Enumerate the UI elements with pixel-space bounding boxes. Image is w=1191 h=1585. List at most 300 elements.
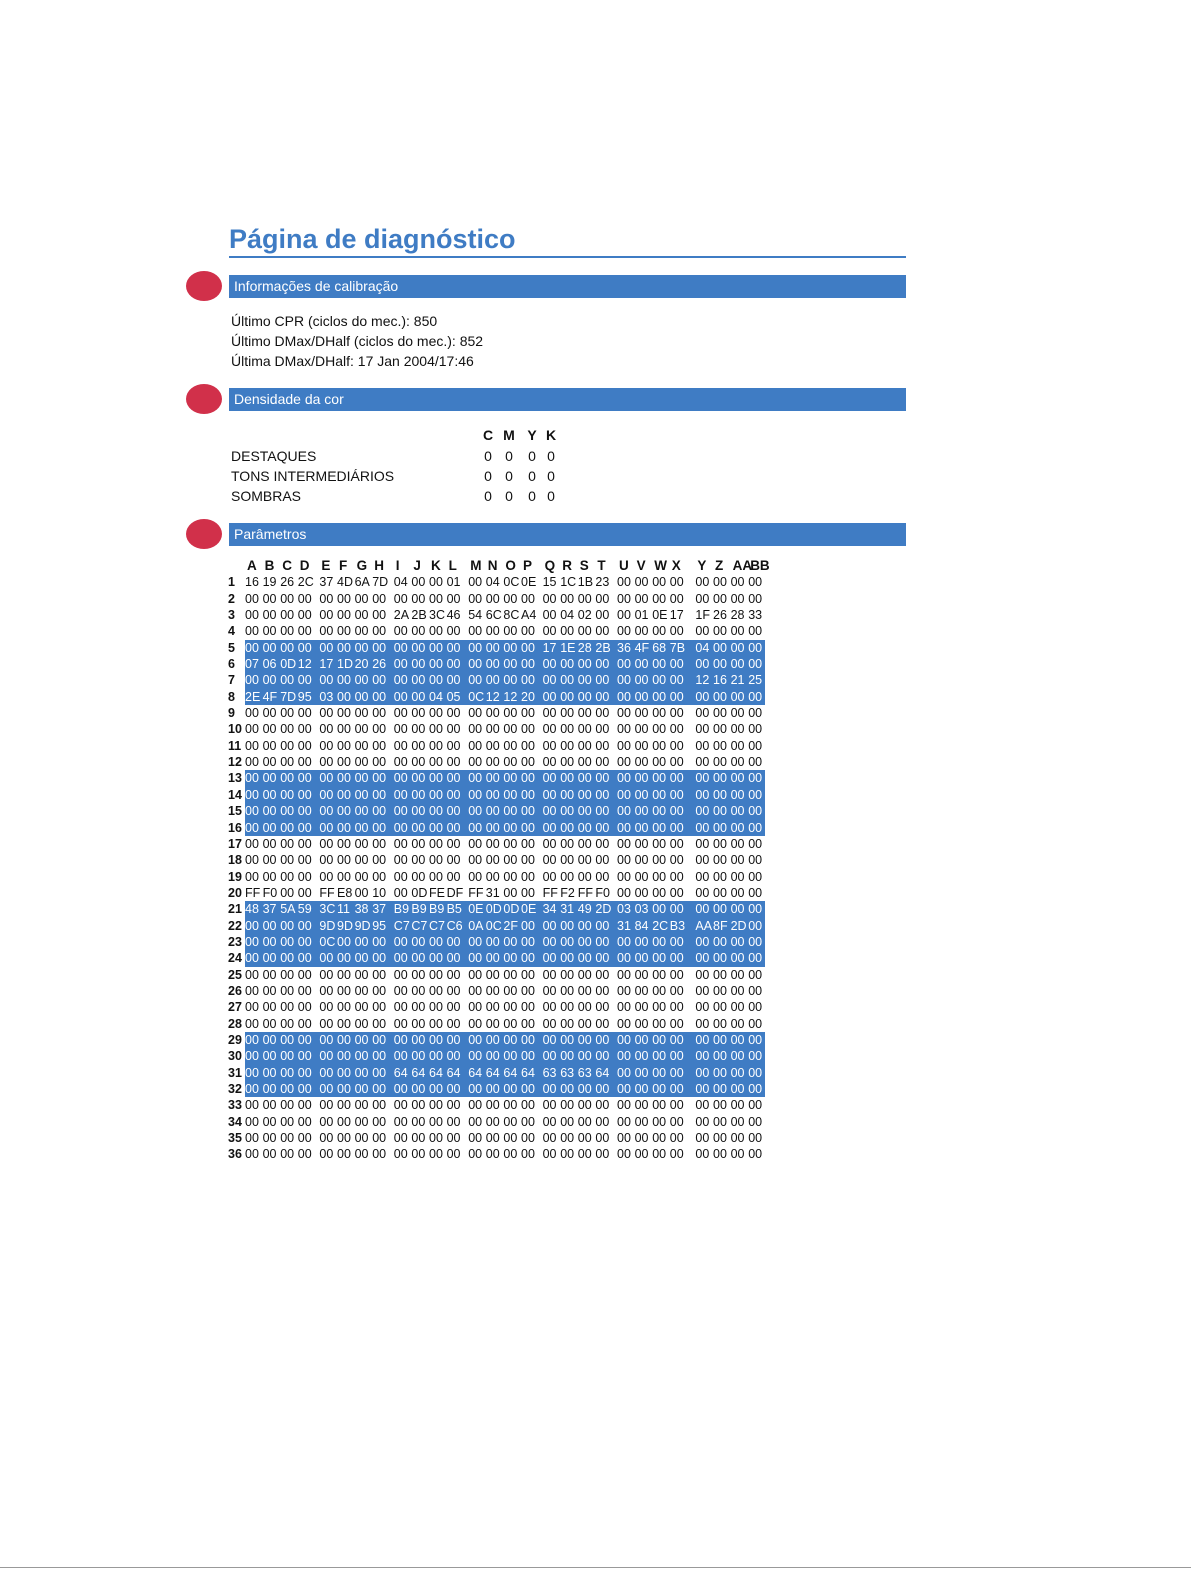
parameter-cell: 00 xyxy=(485,869,500,884)
parameter-cell: 00 xyxy=(393,755,408,770)
section-header-parameters: Parâmetros xyxy=(229,523,906,546)
parameter-cell: 00 xyxy=(503,640,518,655)
parameter-cell: 00 xyxy=(617,738,631,753)
parameter-cell: 00 xyxy=(577,755,592,770)
parameter-cell: 00 xyxy=(485,1016,500,1031)
parameter-cell: 00 xyxy=(411,836,426,851)
parameter-cell: 00 xyxy=(617,1082,631,1096)
parameter-cell: 00 xyxy=(577,689,592,704)
parameter-cell: 00 xyxy=(319,1016,334,1031)
parameter-cell: 00 xyxy=(652,885,667,900)
parameter-cells xyxy=(245,1032,765,1048)
parameter-cell: 00 xyxy=(411,738,426,753)
parameter-cell: 00 xyxy=(468,1131,483,1146)
parameter-cell: 00 xyxy=(617,983,631,998)
parameter-cell: 00 xyxy=(652,689,667,704)
parameter-cell: 00 xyxy=(730,738,745,753)
parameter-cell: 00 xyxy=(560,771,575,786)
callout-marker-2 xyxy=(186,384,222,414)
parameter-cell: 31 xyxy=(485,885,500,900)
parameter-cell: 00 xyxy=(485,983,500,998)
parameter-cell: 00 xyxy=(730,755,745,770)
parameter-cell: 00 xyxy=(468,591,483,606)
parameter-cell: 00 xyxy=(669,1147,684,1162)
parameter-cell: 31 xyxy=(617,918,631,933)
parameter-cell: 00 xyxy=(297,1065,312,1080)
parameter-cells xyxy=(245,901,765,917)
parameter-cell: 00 xyxy=(713,1082,727,1096)
column-header: R xyxy=(562,558,572,573)
parameter-cell: 00 xyxy=(713,1000,727,1015)
parameter-cell: 00 xyxy=(730,804,745,819)
parameter-cells xyxy=(245,983,765,999)
parameter-cell: 00 xyxy=(503,591,518,606)
parameter-cell: 00 xyxy=(280,591,295,606)
parameter-cell: 00 xyxy=(542,787,557,802)
parameter-cell: 00 xyxy=(503,934,518,949)
column-header: E xyxy=(321,558,331,573)
parameter-cell: 00 xyxy=(652,1131,667,1146)
parameter-cell: 00 xyxy=(669,1131,684,1146)
parameter-cell: 00 xyxy=(297,624,312,639)
parameter-row xyxy=(228,1114,768,1130)
parameter-cell: 00 xyxy=(542,657,557,672)
parameter-cell: 00 xyxy=(446,1131,461,1146)
parameter-cell: 00 xyxy=(617,1049,631,1064)
parameter-cell: 00 xyxy=(503,1032,518,1047)
parameter-cell: 00 xyxy=(503,1114,518,1129)
parameter-cell: 00 xyxy=(280,738,295,753)
parameter-cell: 95 xyxy=(297,689,312,704)
parameter-cell: 00 xyxy=(595,869,610,884)
column-header: M xyxy=(470,558,482,573)
parameter-cell: 00 xyxy=(411,689,426,704)
parameter-cell: 00 xyxy=(669,934,684,949)
parameter-cell: 00 xyxy=(713,902,727,917)
parameter-cell: 00 xyxy=(695,1114,710,1129)
parameter-cell: 00 xyxy=(730,1000,745,1015)
parameter-cell: 00 xyxy=(669,738,684,753)
parameter-cell: 00 xyxy=(337,722,351,737)
parameter-cell: 00 xyxy=(713,624,727,639)
parameter-cell: 00 xyxy=(503,869,518,884)
parameter-cell: 00 xyxy=(468,738,483,753)
parameter-cell: 00 xyxy=(337,1049,351,1064)
parameter-cell: 00 xyxy=(411,722,426,737)
parameter-cell: 00 xyxy=(429,575,443,590)
row-number: 5 xyxy=(228,640,235,655)
parameter-cell: DF xyxy=(446,885,464,900)
parameter-cell: 00 xyxy=(245,967,259,982)
column-header: G xyxy=(356,558,368,573)
row-number: 16 xyxy=(228,820,242,835)
parameter-cell: 00 xyxy=(560,1016,575,1031)
parameter-cell: 00 xyxy=(337,820,351,835)
row-number: 2 xyxy=(228,591,235,606)
column-header: AA xyxy=(732,558,753,573)
parameter-cell: 00 xyxy=(521,1032,535,1047)
parameter-cell: 00 xyxy=(337,771,351,786)
density-col-m: M xyxy=(503,427,515,443)
parameter-cells xyxy=(245,967,765,983)
parameter-cell: 00 xyxy=(748,1049,763,1064)
parameter-cell: 00 xyxy=(634,657,649,672)
parameter-cell: 3C xyxy=(319,902,336,917)
parameter-cell: 00 xyxy=(354,771,369,786)
parameter-cell: 00 xyxy=(280,1049,295,1064)
density-value: 0 xyxy=(547,488,555,504)
parameter-cell: 00 xyxy=(319,1147,334,1162)
parameter-cell: 64 xyxy=(393,1065,408,1080)
parameter-cell: 00 xyxy=(634,951,649,966)
parameter-cell: 00 xyxy=(446,771,461,786)
parameter-cell: 00 xyxy=(280,624,295,639)
parameter-cell: 00 xyxy=(617,657,631,672)
parameter-cell: 00 xyxy=(262,1131,277,1146)
parameter-cell: 00 xyxy=(669,706,684,721)
parameter-cell: 06 xyxy=(262,657,277,672)
parameter-cell: 00 xyxy=(595,608,610,623)
parameter-cell: 00 xyxy=(713,591,727,606)
row-number: 26 xyxy=(228,983,242,998)
parameter-cell: 00 xyxy=(468,787,483,802)
parameter-cell: 00 xyxy=(542,1032,557,1047)
parameter-cell: 00 xyxy=(280,951,295,966)
parameter-cell: 00 xyxy=(617,1000,631,1015)
parameter-cell: 00 xyxy=(521,1016,535,1031)
parameter-cell: 4D xyxy=(337,575,353,590)
parameter-row xyxy=(228,607,768,623)
parameter-cell: 00 xyxy=(560,1131,575,1146)
parameter-cell: 00 xyxy=(446,787,461,802)
parameter-cell: 00 xyxy=(695,902,710,917)
parameter-cell: 00 xyxy=(468,1147,483,1162)
parameter-cell: 00 xyxy=(337,853,351,868)
parameter-cell: 16 xyxy=(713,673,727,688)
parameter-cell: 00 xyxy=(354,755,369,770)
parameter-cell: 28 xyxy=(577,640,592,655)
parameter-cell: 00 xyxy=(280,885,295,900)
parameter-cell: 00 xyxy=(713,869,727,884)
parameter-cell: 00 xyxy=(617,934,631,949)
parameter-cell: 33 xyxy=(748,608,763,623)
parameter-cell: 05 xyxy=(446,689,461,704)
parameter-cell: 00 xyxy=(485,657,500,672)
parameter-cell: 00 xyxy=(521,591,535,606)
parameter-cell: 00 xyxy=(411,934,426,949)
parameter-cell: 00 xyxy=(542,608,557,623)
parameter-cell: 00 xyxy=(354,1065,369,1080)
parameter-cell: 00 xyxy=(542,1114,557,1129)
parameter-cell: 00 xyxy=(560,1082,575,1096)
parameter-cells xyxy=(245,623,765,639)
parameter-cell: 00 xyxy=(485,673,500,688)
parameter-cell: 00 xyxy=(634,934,649,949)
parameter-cell: 00 xyxy=(429,983,443,998)
parameter-cell: 00 xyxy=(503,657,518,672)
parameter-cell: 00 xyxy=(262,836,277,851)
parameter-cell: 00 xyxy=(372,738,387,753)
parameter-cell: 00 xyxy=(634,722,649,737)
parameter-cell: 00 xyxy=(468,983,483,998)
parameter-cell: 07 xyxy=(245,657,259,672)
parameter-cells xyxy=(245,1065,765,1081)
parameter-cell: 00 xyxy=(634,1016,649,1031)
parameter-cells xyxy=(245,820,765,836)
parameter-cell: 00 xyxy=(354,967,369,982)
parameter-cell: 00 xyxy=(372,951,387,966)
parameter-cell: 00 xyxy=(280,673,295,688)
parameter-cell: 00 xyxy=(669,1082,684,1096)
callout-marker-1 xyxy=(186,271,222,301)
parameter-cell: 00 xyxy=(595,624,610,639)
parameter-cell: 00 xyxy=(393,673,408,688)
parameter-cell: 37 xyxy=(319,575,334,590)
parameter-cell: 00 xyxy=(262,755,277,770)
parameter-cell: 00 xyxy=(393,706,408,721)
parameter-cell: 00 xyxy=(485,1114,500,1129)
parameter-cell: 00 xyxy=(713,1065,727,1080)
parameter-cell: 00 xyxy=(319,591,334,606)
parameter-cell: 00 xyxy=(337,1114,351,1129)
parameter-cell: 00 xyxy=(319,624,334,639)
parameter-cell: 7D xyxy=(372,575,389,590)
parameter-cell: 00 xyxy=(542,1131,557,1146)
parameter-cell: 00 xyxy=(297,755,312,770)
parameter-cell: 00 xyxy=(577,1114,592,1129)
parameter-cell: 00 xyxy=(595,657,610,672)
parameter-cell: 00 xyxy=(262,1098,277,1113)
parameter-row xyxy=(228,1065,768,1081)
parameter-cell: 00 xyxy=(354,820,369,835)
parameter-cell: 00 xyxy=(411,1016,426,1031)
parameter-cell: 00 xyxy=(245,836,259,851)
parameter-cell: 00 xyxy=(713,640,727,655)
parameter-cell: 00 xyxy=(748,755,763,770)
parameter-cell: 00 xyxy=(652,1000,667,1015)
parameter-cell: 00 xyxy=(595,755,610,770)
parameter-cell: 00 xyxy=(595,836,610,851)
parameter-row xyxy=(228,1130,768,1146)
parameter-cell: 00 xyxy=(521,1049,535,1064)
parameter-cell: 00 xyxy=(560,869,575,884)
parameter-cell: 00 xyxy=(297,1049,312,1064)
parameter-cell: 00 xyxy=(485,836,500,851)
parameter-row xyxy=(228,852,768,868)
parameter-cell: 00 xyxy=(245,1098,259,1113)
parameter-cell: 00 xyxy=(595,673,610,688)
parameter-cell: 00 xyxy=(429,1147,443,1162)
parameter-cell: 00 xyxy=(337,951,351,966)
parameter-cell: 00 xyxy=(617,591,631,606)
parameter-cell: 9D xyxy=(354,918,371,933)
parameter-cell: 00 xyxy=(446,1098,461,1113)
parameter-cell: 00 xyxy=(542,951,557,966)
parameter-cell: B9 xyxy=(393,902,410,917)
parameter-cell: 00 xyxy=(337,640,351,655)
parameter-cell: 00 xyxy=(634,738,649,753)
parameter-cell: 00 xyxy=(669,591,684,606)
parameter-cell: 00 xyxy=(280,1098,295,1113)
parameter-cell: 00 xyxy=(354,1131,369,1146)
parameter-cell: 00 xyxy=(280,771,295,786)
parameter-cell: 00 xyxy=(262,640,277,655)
parameter-cell: 00 xyxy=(748,804,763,819)
parameter-cell: 63 xyxy=(560,1065,575,1080)
parameter-cells xyxy=(245,689,765,705)
parameter-cell: 00 xyxy=(280,1065,295,1080)
parameter-cell: 00 xyxy=(393,1000,408,1015)
parameter-cell: 00 xyxy=(748,934,763,949)
parameter-cell: 00 xyxy=(669,902,684,917)
parameter-cell: 00 xyxy=(503,771,518,786)
parameter-cell: 00 xyxy=(446,820,461,835)
row-number: 12 xyxy=(228,755,242,770)
parameter-cell: 00 xyxy=(411,673,426,688)
parameter-cell: 00 xyxy=(652,934,667,949)
parameter-cell: 00 xyxy=(713,706,727,721)
parameter-cell: 00 xyxy=(280,1016,295,1031)
parameter-cell: 00 xyxy=(695,624,710,639)
parameter-cell: 00 xyxy=(262,934,277,949)
parameter-cell: 00 xyxy=(713,836,727,851)
parameter-cell: 00 xyxy=(245,1032,259,1047)
parameter-cell: 00 xyxy=(372,983,387,998)
parameter-cell: 00 xyxy=(245,591,259,606)
row-number: 30 xyxy=(228,1049,242,1064)
parameter-cell: 00 xyxy=(319,967,334,982)
parameter-row xyxy=(228,770,768,786)
row-number: 24 xyxy=(228,951,242,966)
parameter-cell: 00 xyxy=(503,1147,518,1162)
parameter-cell: 00 xyxy=(393,640,408,655)
parameter-cell: 00 xyxy=(617,1147,631,1162)
parameter-cell: 00 xyxy=(319,1032,334,1047)
parameter-cell: 00 xyxy=(393,624,408,639)
parameter-cell: 00 xyxy=(560,722,575,737)
parameter-cell: 00 xyxy=(669,1016,684,1031)
parameter-cell: 00 xyxy=(503,983,518,998)
parameter-cell: 00 xyxy=(468,755,483,770)
parameter-cell: 00 xyxy=(595,738,610,753)
parameter-cell: 00 xyxy=(521,1098,535,1113)
parameter-cell: 00 xyxy=(652,1114,667,1129)
parameter-cell: 00 xyxy=(542,591,557,606)
parameter-cell: 00 xyxy=(560,673,575,688)
parameter-cell: 00 xyxy=(617,853,631,868)
parameter-cell: C7 xyxy=(429,918,445,933)
parameter-cell: 00 xyxy=(393,853,408,868)
parameter-cell: 00 xyxy=(669,853,684,868)
parameter-cell: 00 xyxy=(280,722,295,737)
parameter-cell: 00 xyxy=(595,1098,610,1113)
parameter-cell: 00 xyxy=(354,722,369,737)
parameter-cell: 00 xyxy=(297,1032,312,1047)
parameter-cell: 00 xyxy=(354,738,369,753)
parameter-cell: AA xyxy=(695,918,713,933)
parameter-cell: 00 xyxy=(245,640,259,655)
row-number: 9 xyxy=(228,706,235,721)
parameter-cell: 00 xyxy=(372,706,387,721)
parameter-cell: 00 xyxy=(521,967,535,982)
parameter-cell: 00 xyxy=(748,738,763,753)
parameter-cell: 00 xyxy=(372,820,387,835)
parameter-cell: 00 xyxy=(713,967,727,982)
parameter-cell: 00 xyxy=(245,787,259,802)
parameter-cell: 00 xyxy=(262,787,277,802)
parameter-cell: 00 xyxy=(748,1016,763,1031)
parameter-cell: 00 xyxy=(468,951,483,966)
row-number: 22 xyxy=(228,918,242,933)
parameter-cell: 00 xyxy=(503,1082,518,1096)
parameter-cell: 0D xyxy=(485,902,502,917)
parameter-cell: 00 xyxy=(354,1000,369,1015)
parameter-cell: 00 xyxy=(319,820,334,835)
parameter-cell: 38 xyxy=(354,902,369,917)
parameter-cell: 00 xyxy=(354,804,369,819)
parameter-cell: 00 xyxy=(337,624,351,639)
parameter-cell: 00 xyxy=(372,608,387,623)
parameter-cell: 00 xyxy=(245,738,259,753)
density-value: 0 xyxy=(505,468,513,484)
density-value: 0 xyxy=(484,488,492,504)
parameter-cell: 00 xyxy=(319,951,334,966)
parameter-cell: 00 xyxy=(503,624,518,639)
parameter-cell: 00 xyxy=(730,591,745,606)
parameter-cell: 00 xyxy=(468,1000,483,1015)
column-header: I xyxy=(395,558,400,573)
parameter-cell: 00 xyxy=(652,624,667,639)
parameter-cell: F2 xyxy=(560,885,575,900)
parameter-cell: 8F xyxy=(713,918,728,933)
parameter-cell: 00 xyxy=(468,804,483,819)
parameter-cell: 00 xyxy=(577,1131,592,1146)
parameter-cell: 23 xyxy=(595,575,610,590)
parameter-cell: 00 xyxy=(634,1098,649,1113)
parameter-cell: 00 xyxy=(245,1082,259,1096)
parameter-cell: 00 xyxy=(652,804,667,819)
parameter-cell: 00 xyxy=(560,1000,575,1015)
parameter-cell: 00 xyxy=(354,1032,369,1047)
parameter-cell: 64 xyxy=(411,1065,426,1080)
parameter-cell: 00 xyxy=(748,1114,763,1129)
parameter-cell: 00 xyxy=(297,771,312,786)
parameter-cell: 00 xyxy=(542,1147,557,1162)
parameter-cell: 00 xyxy=(652,902,667,917)
parameter-cell: 00 xyxy=(337,738,351,753)
parameter-cell: 00 xyxy=(617,885,631,900)
density-col-c: C xyxy=(482,427,494,443)
column-header: O xyxy=(505,558,516,573)
parameter-cell: 00 xyxy=(595,804,610,819)
parameter-cell: 00 xyxy=(617,804,631,819)
parameter-cell: 00 xyxy=(652,1049,667,1064)
parameter-cell: 00 xyxy=(372,934,387,949)
row-number: 31 xyxy=(228,1065,242,1080)
parameter-cell: 00 xyxy=(521,787,535,802)
parameter-cell: 00 xyxy=(617,575,631,590)
parameter-cell: 00 xyxy=(560,934,575,949)
parameter-cell: 00 xyxy=(730,657,745,672)
parameter-cell: 00 xyxy=(748,869,763,884)
parameter-cell: 00 xyxy=(354,1147,369,1162)
parameter-row xyxy=(228,591,768,607)
parameter-cell: 00 xyxy=(337,591,351,606)
parameter-cell: 00 xyxy=(595,787,610,802)
parameter-cell: 00 xyxy=(319,771,334,786)
parameter-cell: 0D xyxy=(411,885,428,900)
parameter-cell: 00 xyxy=(748,1032,763,1047)
